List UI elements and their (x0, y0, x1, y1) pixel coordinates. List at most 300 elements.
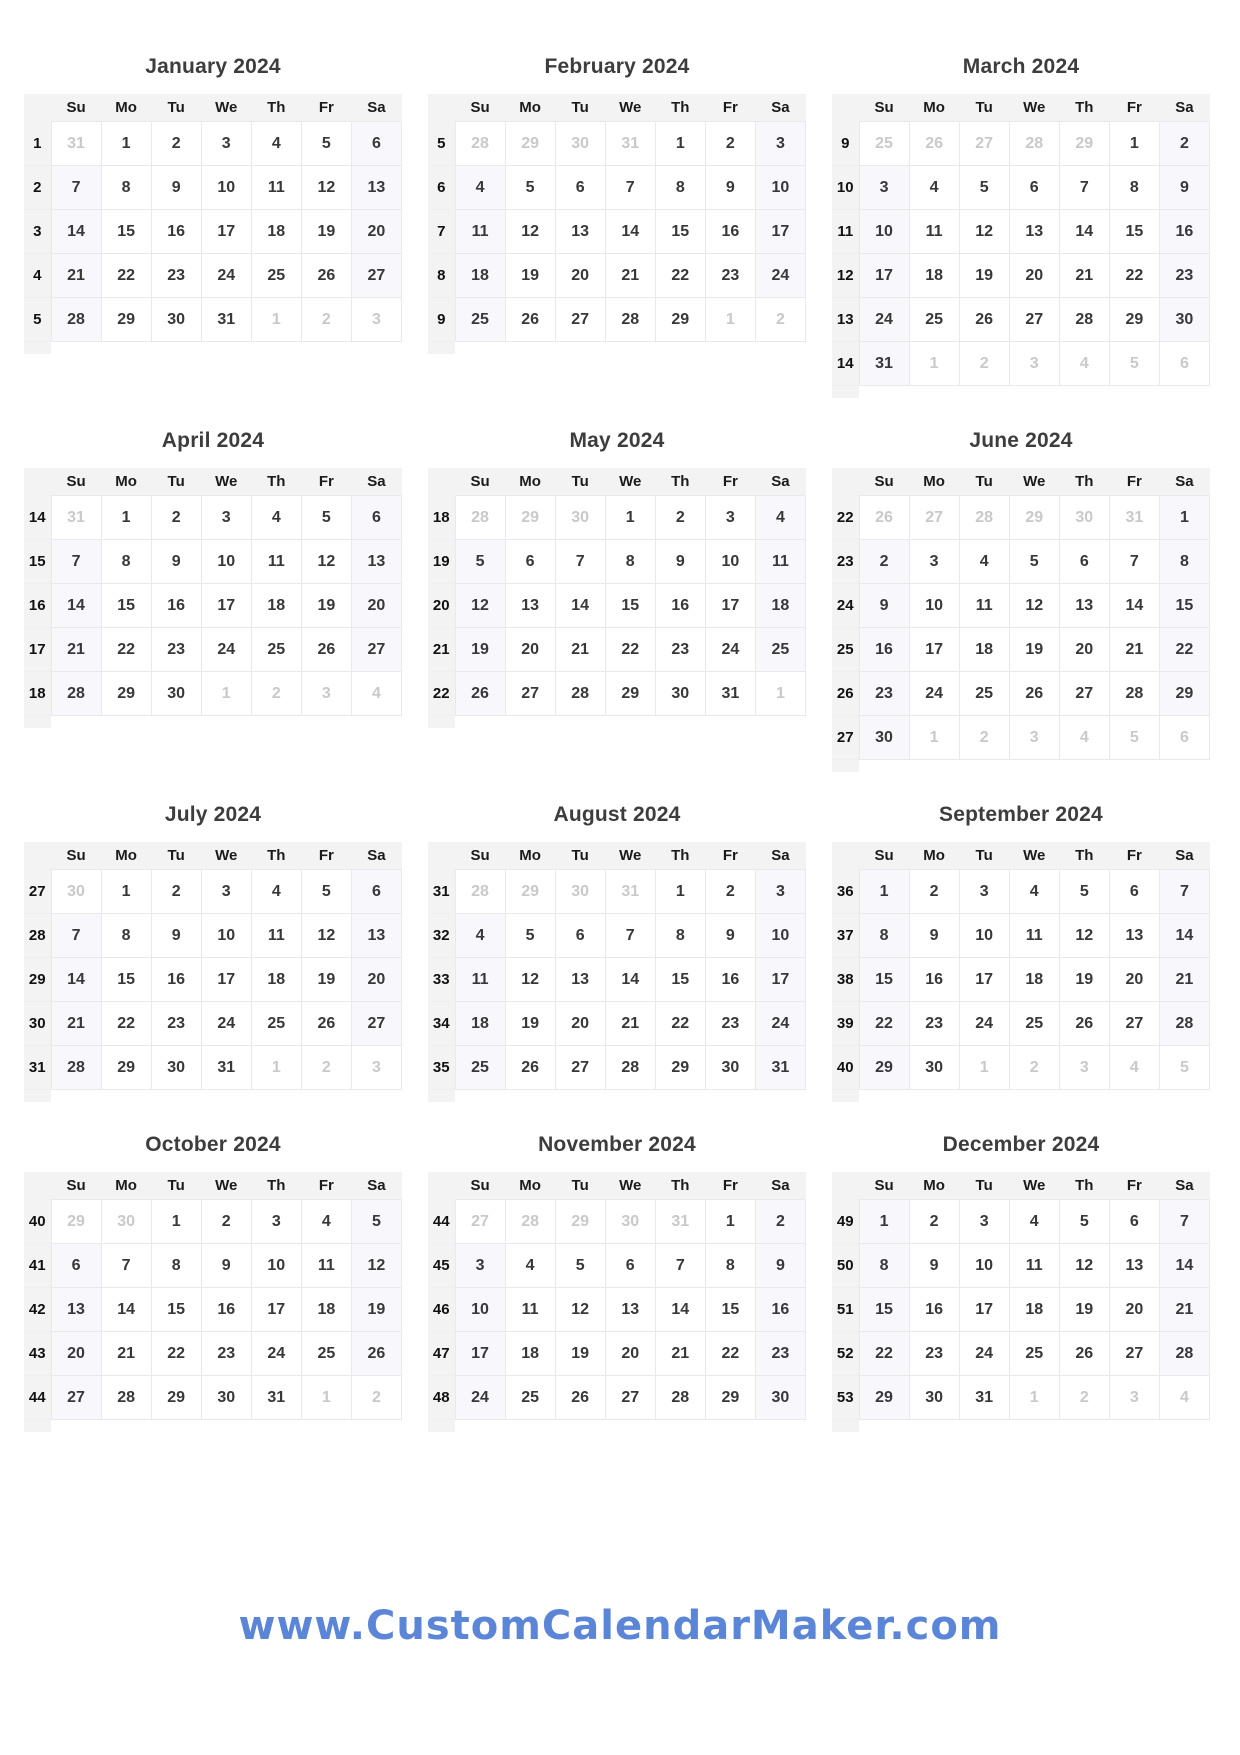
day-cell-adjacent-month: 29 (1009, 496, 1059, 540)
day-cell: 18 (959, 628, 1009, 672)
weekday-header-we: We (605, 468, 655, 496)
day-cell: 27 (1009, 298, 1059, 342)
weekday-header-row (428, 94, 806, 122)
day-cell: 10 (755, 166, 805, 210)
week-number: 36 (832, 870, 859, 914)
week-row (428, 1288, 806, 1332)
day-cell: 23 (201, 1332, 251, 1376)
day-cell: 17 (959, 1288, 1009, 1332)
day-cell: 21 (51, 1002, 101, 1046)
month-title: March 2024 (962, 55, 1080, 78)
day-cell: 1 (101, 496, 151, 540)
week-row (428, 958, 806, 1002)
month-december-2024 (832, 1130, 1210, 1420)
week-row (832, 1002, 1210, 1046)
day-cell: 18 (455, 254, 505, 298)
month-table (24, 94, 402, 342)
day-cell-adjacent-month: 2 (1009, 1046, 1059, 1090)
day-cell: 26 (555, 1376, 605, 1420)
weekday-header-su: Su (51, 468, 101, 496)
week-number: 11 (832, 210, 859, 254)
day-cell: 12 (555, 1288, 605, 1332)
week-number: 35 (428, 1046, 455, 1090)
day-cell: 1 (655, 870, 705, 914)
day-cell: 21 (555, 628, 605, 672)
week-row (24, 672, 402, 716)
day-cell-adjacent-month: 27 (909, 496, 959, 540)
day-cell: 30 (151, 1046, 201, 1090)
day-cell: 7 (1159, 1200, 1209, 1244)
day-cell: 10 (705, 540, 755, 584)
day-cell: 10 (251, 1244, 301, 1288)
day-cell: 22 (1159, 628, 1209, 672)
weekday-header-row (24, 94, 402, 122)
week-row (428, 1244, 806, 1288)
weekday-header-su: Su (859, 842, 909, 870)
week-row (832, 1332, 1210, 1376)
week-number: 29 (24, 958, 51, 1002)
day-cell: 31 (201, 1046, 251, 1090)
day-cell: 2 (151, 122, 201, 166)
day-cell: 12 (301, 914, 351, 958)
month-may-2024 (428, 426, 806, 716)
day-cell: 19 (1059, 1288, 1109, 1332)
day-cell: 11 (959, 584, 1009, 628)
day-cell: 16 (201, 1288, 251, 1332)
week-number: 22 (832, 496, 859, 540)
day-cell: 11 (505, 1288, 555, 1332)
weekday-header-tu: Tu (555, 1172, 605, 1200)
day-cell: 12 (959, 210, 1009, 254)
weekday-header-sa: Sa (1159, 94, 1209, 122)
day-cell: 22 (705, 1332, 755, 1376)
day-cell-adjacent-month: 4 (1059, 716, 1109, 760)
day-cell: 15 (605, 584, 655, 628)
day-cell: 8 (101, 166, 151, 210)
weekday-header-mo: Mo (909, 94, 959, 122)
day-cell-adjacent-month: 31 (1109, 496, 1159, 540)
day-cell: 25 (505, 1376, 555, 1420)
day-cell: 2 (655, 496, 705, 540)
month-title: September 2024 (939, 803, 1103, 826)
day-cell: 8 (655, 166, 705, 210)
weekday-header-tu: Tu (555, 842, 605, 870)
day-cell: 4 (455, 914, 505, 958)
weekday-header-fr: Fr (301, 842, 351, 870)
weekday-header-su: Su (51, 1172, 101, 1200)
day-cell: 8 (1159, 540, 1209, 584)
day-cell: 25 (755, 628, 805, 672)
day-cell: 1 (1109, 122, 1159, 166)
week-number: 12 (832, 254, 859, 298)
day-cell: 27 (1059, 672, 1109, 716)
weekday-header-tu: Tu (959, 1172, 1009, 1200)
day-cell: 12 (301, 540, 351, 584)
watermark-link[interactable]: www.CustomCalendarMaker.com (238, 1603, 1002, 1649)
day-cell: 24 (705, 628, 755, 672)
day-cell-adjacent-month: 28 (455, 496, 505, 540)
week-number: 28 (24, 914, 51, 958)
day-cell: 13 (555, 210, 605, 254)
day-cell: 15 (1159, 584, 1209, 628)
week-row (832, 1244, 1210, 1288)
day-cell: 31 (705, 672, 755, 716)
day-cell-adjacent-month: 2 (959, 342, 1009, 386)
day-cell: 24 (959, 1332, 1009, 1376)
day-cell: 20 (1109, 958, 1159, 1002)
day-cell: 27 (351, 254, 401, 298)
weekday-header-sa: Sa (755, 94, 805, 122)
month-title: January 2024 (145, 55, 281, 78)
day-cell: 7 (51, 914, 101, 958)
week-row (428, 1002, 806, 1046)
day-cell: 1 (859, 870, 909, 914)
week-row (428, 1046, 806, 1090)
month-title: August 2024 (553, 803, 681, 826)
weekday-header-su: Su (51, 842, 101, 870)
day-cell: 16 (1159, 210, 1209, 254)
month-april-2024 (24, 426, 402, 716)
day-cell: 10 (201, 166, 251, 210)
day-cell: 22 (655, 1002, 705, 1046)
weekday-header-th: Th (251, 468, 301, 496)
week-row (832, 342, 1210, 386)
week-number: 41 (24, 1244, 51, 1288)
month-table (832, 1172, 1210, 1420)
day-cell-adjacent-month: 3 (1009, 342, 1059, 386)
day-cell-adjacent-month: 29 (505, 870, 555, 914)
day-cell: 20 (51, 1332, 101, 1376)
day-cell: 24 (909, 672, 959, 716)
week-number: 50 (832, 1244, 859, 1288)
day-cell: 20 (505, 628, 555, 672)
day-cell: 6 (351, 496, 401, 540)
week-number: 20 (428, 584, 455, 628)
weekday-header-row (832, 94, 1210, 122)
day-cell: 16 (909, 1288, 959, 1332)
day-cell: 12 (1059, 914, 1109, 958)
week-column-footer-strip (832, 1420, 859, 1432)
day-cell: 9 (705, 914, 755, 958)
week-row (24, 1200, 402, 1244)
day-cell-adjacent-month: 3 (351, 298, 401, 342)
week-number: 42 (24, 1288, 51, 1332)
week-column-footer-strip (428, 716, 455, 728)
week-number-column-header (832, 1172, 859, 1200)
week-number: 44 (24, 1376, 51, 1420)
day-cell-adjacent-month: 4 (1059, 342, 1109, 386)
weekday-header-tu: Tu (959, 842, 1009, 870)
day-cell-adjacent-month: 31 (51, 496, 101, 540)
day-cell: 24 (201, 628, 251, 672)
day-cell: 9 (909, 914, 959, 958)
weekday-header-sa: Sa (1159, 468, 1209, 496)
day-cell-adjacent-month: 27 (455, 1200, 505, 1244)
month-october-2024 (24, 1130, 402, 1420)
day-cell: 30 (1159, 298, 1209, 342)
weekday-header-we: We (201, 468, 251, 496)
day-cell: 19 (505, 1002, 555, 1046)
day-cell: 6 (351, 870, 401, 914)
day-cell: 27 (1109, 1332, 1159, 1376)
day-cell: 10 (909, 584, 959, 628)
week-row (24, 1332, 402, 1376)
weekday-header-we: We (1009, 1172, 1059, 1200)
week-row (832, 1376, 1210, 1420)
week-row (24, 1002, 402, 1046)
week-column-footer-strip (832, 760, 859, 772)
day-cell: 4 (1009, 870, 1059, 914)
weekday-header-we: We (201, 94, 251, 122)
day-cell-adjacent-month: 30 (1059, 496, 1109, 540)
day-cell: 22 (101, 628, 151, 672)
weekday-header-mo: Mo (505, 94, 555, 122)
day-cell: 7 (1059, 166, 1109, 210)
day-cell: 2 (201, 1200, 251, 1244)
day-cell: 10 (201, 540, 251, 584)
day-cell: 24 (755, 254, 805, 298)
day-cell: 1 (705, 1200, 755, 1244)
day-cell: 22 (101, 254, 151, 298)
day-cell: 5 (555, 1244, 605, 1288)
day-cell: 3 (201, 496, 251, 540)
day-cell: 26 (505, 1046, 555, 1090)
day-cell: 1 (101, 870, 151, 914)
day-cell-adjacent-month: 28 (455, 870, 505, 914)
day-cell: 17 (909, 628, 959, 672)
day-cell: 28 (1109, 672, 1159, 716)
day-cell-adjacent-month: 30 (555, 496, 605, 540)
day-cell: 28 (1159, 1002, 1209, 1046)
week-column-footer-strip (428, 342, 455, 354)
week-number: 15 (24, 540, 51, 584)
day-cell: 5 (351, 1200, 401, 1244)
day-cell: 13 (351, 914, 401, 958)
week-row (24, 1288, 402, 1332)
week-number: 18 (24, 672, 51, 716)
day-cell: 15 (1109, 210, 1159, 254)
month-february-2024 (428, 52, 806, 342)
day-cell: 9 (1159, 166, 1209, 210)
day-cell: 3 (755, 122, 805, 166)
day-cell: 27 (51, 1376, 101, 1420)
day-cell: 6 (1009, 166, 1059, 210)
day-cell: 21 (51, 254, 101, 298)
day-cell: 3 (755, 870, 805, 914)
week-number: 45 (428, 1244, 455, 1288)
day-cell: 25 (251, 254, 301, 298)
day-cell: 14 (51, 584, 101, 628)
day-cell: 23 (1159, 254, 1209, 298)
day-cell-adjacent-month: 6 (1159, 342, 1209, 386)
month-title: May 2024 (569, 429, 665, 452)
day-cell-adjacent-month: 2 (351, 1376, 401, 1420)
day-cell: 17 (705, 584, 755, 628)
day-cell-adjacent-month: 1 (909, 716, 959, 760)
day-cell: 26 (959, 298, 1009, 342)
day-cell: 19 (1059, 958, 1109, 1002)
day-cell: 30 (859, 716, 909, 760)
day-cell: 11 (755, 540, 805, 584)
day-cell-adjacent-month: 29 (51, 1200, 101, 1244)
month-table (428, 468, 806, 716)
week-number-column-header (832, 94, 859, 122)
day-cell: 11 (455, 210, 505, 254)
weekday-header-sa: Sa (351, 94, 401, 122)
day-cell: 8 (705, 1244, 755, 1288)
day-cell: 13 (1109, 914, 1159, 958)
day-cell: 17 (959, 958, 1009, 1002)
day-cell: 1 (101, 122, 151, 166)
day-cell: 12 (455, 584, 505, 628)
day-cell: 19 (455, 628, 505, 672)
weekday-header-su: Su (455, 468, 505, 496)
weekday-header-we: We (605, 1172, 655, 1200)
weekday-header-fr: Fr (1109, 468, 1159, 496)
day-cell-adjacent-month: 5 (1109, 342, 1159, 386)
weekday-header-sa: Sa (755, 842, 805, 870)
week-row (832, 870, 1210, 914)
week-row (832, 122, 1210, 166)
day-cell: 25 (909, 298, 959, 342)
weekday-header-we: We (605, 94, 655, 122)
month-table (24, 1172, 402, 1420)
day-cell: 5 (959, 166, 1009, 210)
day-cell: 13 (1009, 210, 1059, 254)
day-cell: 4 (505, 1244, 555, 1288)
day-cell: 3 (251, 1200, 301, 1244)
day-cell: 23 (909, 1332, 959, 1376)
week-row (24, 496, 402, 540)
weekday-header-tu: Tu (151, 842, 201, 870)
day-cell: 19 (555, 1332, 605, 1376)
day-cell: 21 (655, 1332, 705, 1376)
day-cell: 12 (1059, 1244, 1109, 1288)
day-cell: 5 (505, 166, 555, 210)
day-cell-adjacent-month: 31 (655, 1200, 705, 1244)
week-number: 31 (24, 1046, 51, 1090)
day-cell-adjacent-month: 26 (859, 496, 909, 540)
day-cell: 31 (201, 298, 251, 342)
week-number: 10 (832, 166, 859, 210)
week-row (832, 496, 1210, 540)
day-cell: 12 (351, 1244, 401, 1288)
week-row (24, 122, 402, 166)
day-cell: 4 (251, 496, 301, 540)
day-cell: 26 (301, 628, 351, 672)
day-cell: 13 (351, 540, 401, 584)
week-number-column-header (428, 842, 455, 870)
week-number: 49 (832, 1200, 859, 1244)
weekday-header-we: We (1009, 842, 1059, 870)
weekday-header-fr: Fr (705, 468, 755, 496)
day-cell-adjacent-month: 4 (351, 672, 401, 716)
day-cell: 13 (555, 958, 605, 1002)
weekday-header-tu: Tu (555, 468, 605, 496)
weekday-header-mo: Mo (505, 1172, 555, 1200)
day-cell: 11 (1009, 914, 1059, 958)
day-cell-adjacent-month: 2 (959, 716, 1009, 760)
week-number: 48 (428, 1376, 455, 1420)
day-cell: 22 (101, 1002, 151, 1046)
day-cell: 15 (655, 210, 705, 254)
day-cell-adjacent-month: 30 (555, 122, 605, 166)
day-cell: 26 (1059, 1002, 1109, 1046)
day-cell: 5 (301, 122, 351, 166)
day-cell: 20 (555, 1002, 605, 1046)
day-cell: 2 (909, 870, 959, 914)
day-cell: 6 (555, 914, 605, 958)
week-row (428, 914, 806, 958)
day-cell: 5 (301, 870, 351, 914)
day-cell: 23 (705, 1002, 755, 1046)
day-cell: 20 (351, 584, 401, 628)
day-cell: 7 (605, 914, 655, 958)
day-cell: 11 (1009, 1244, 1059, 1288)
day-cell: 22 (1109, 254, 1159, 298)
week-column-footer-strip (428, 1090, 455, 1102)
day-cell: 17 (201, 584, 251, 628)
month-title: February 2024 (544, 55, 690, 78)
day-cell: 5 (1059, 1200, 1109, 1244)
day-cell: 28 (101, 1376, 151, 1420)
weekday-header-th: Th (251, 1172, 301, 1200)
day-cell: 9 (201, 1244, 251, 1288)
day-cell: 30 (909, 1046, 959, 1090)
month-title: October 2024 (145, 1133, 281, 1156)
day-cell: 29 (859, 1376, 909, 1420)
day-cell-adjacent-month: 2 (755, 298, 805, 342)
weekday-header-th: Th (1059, 842, 1109, 870)
weekday-header-mo: Mo (909, 468, 959, 496)
weekday-header-row (832, 468, 1210, 496)
day-cell: 13 (51, 1288, 101, 1332)
day-cell-adjacent-month: 3 (1109, 1376, 1159, 1420)
weekday-header-fr: Fr (705, 842, 755, 870)
day-cell-adjacent-month: 5 (1109, 716, 1159, 760)
day-cell: 2 (705, 122, 755, 166)
day-cell: 14 (101, 1288, 151, 1332)
week-number: 18 (428, 496, 455, 540)
day-cell: 21 (605, 254, 655, 298)
day-cell: 21 (1059, 254, 1109, 298)
day-cell: 14 (1159, 914, 1209, 958)
day-cell: 31 (859, 342, 909, 386)
day-cell: 4 (455, 166, 505, 210)
day-cell: 4 (251, 122, 301, 166)
month-table (832, 94, 1210, 386)
week-number-column-header (428, 1172, 455, 1200)
day-cell: 8 (655, 914, 705, 958)
weekday-header-fr: Fr (301, 94, 351, 122)
day-cell: 5 (301, 496, 351, 540)
week-number: 9 (428, 298, 455, 342)
day-cell-adjacent-month: 30 (605, 1200, 655, 1244)
day-cell: 10 (455, 1288, 505, 1332)
day-cell: 29 (1159, 672, 1209, 716)
day-cell: 8 (1109, 166, 1159, 210)
week-number: 31 (428, 870, 455, 914)
week-number: 47 (428, 1332, 455, 1376)
day-cell: 18 (251, 210, 301, 254)
weekday-header-th: Th (1059, 1172, 1109, 1200)
day-cell: 26 (505, 298, 555, 342)
day-cell: 24 (455, 1376, 505, 1420)
weekday-header-th: Th (1059, 94, 1109, 122)
day-cell: 16 (909, 958, 959, 1002)
week-number: 24 (832, 584, 859, 628)
month-november-2024 (428, 1130, 806, 1420)
